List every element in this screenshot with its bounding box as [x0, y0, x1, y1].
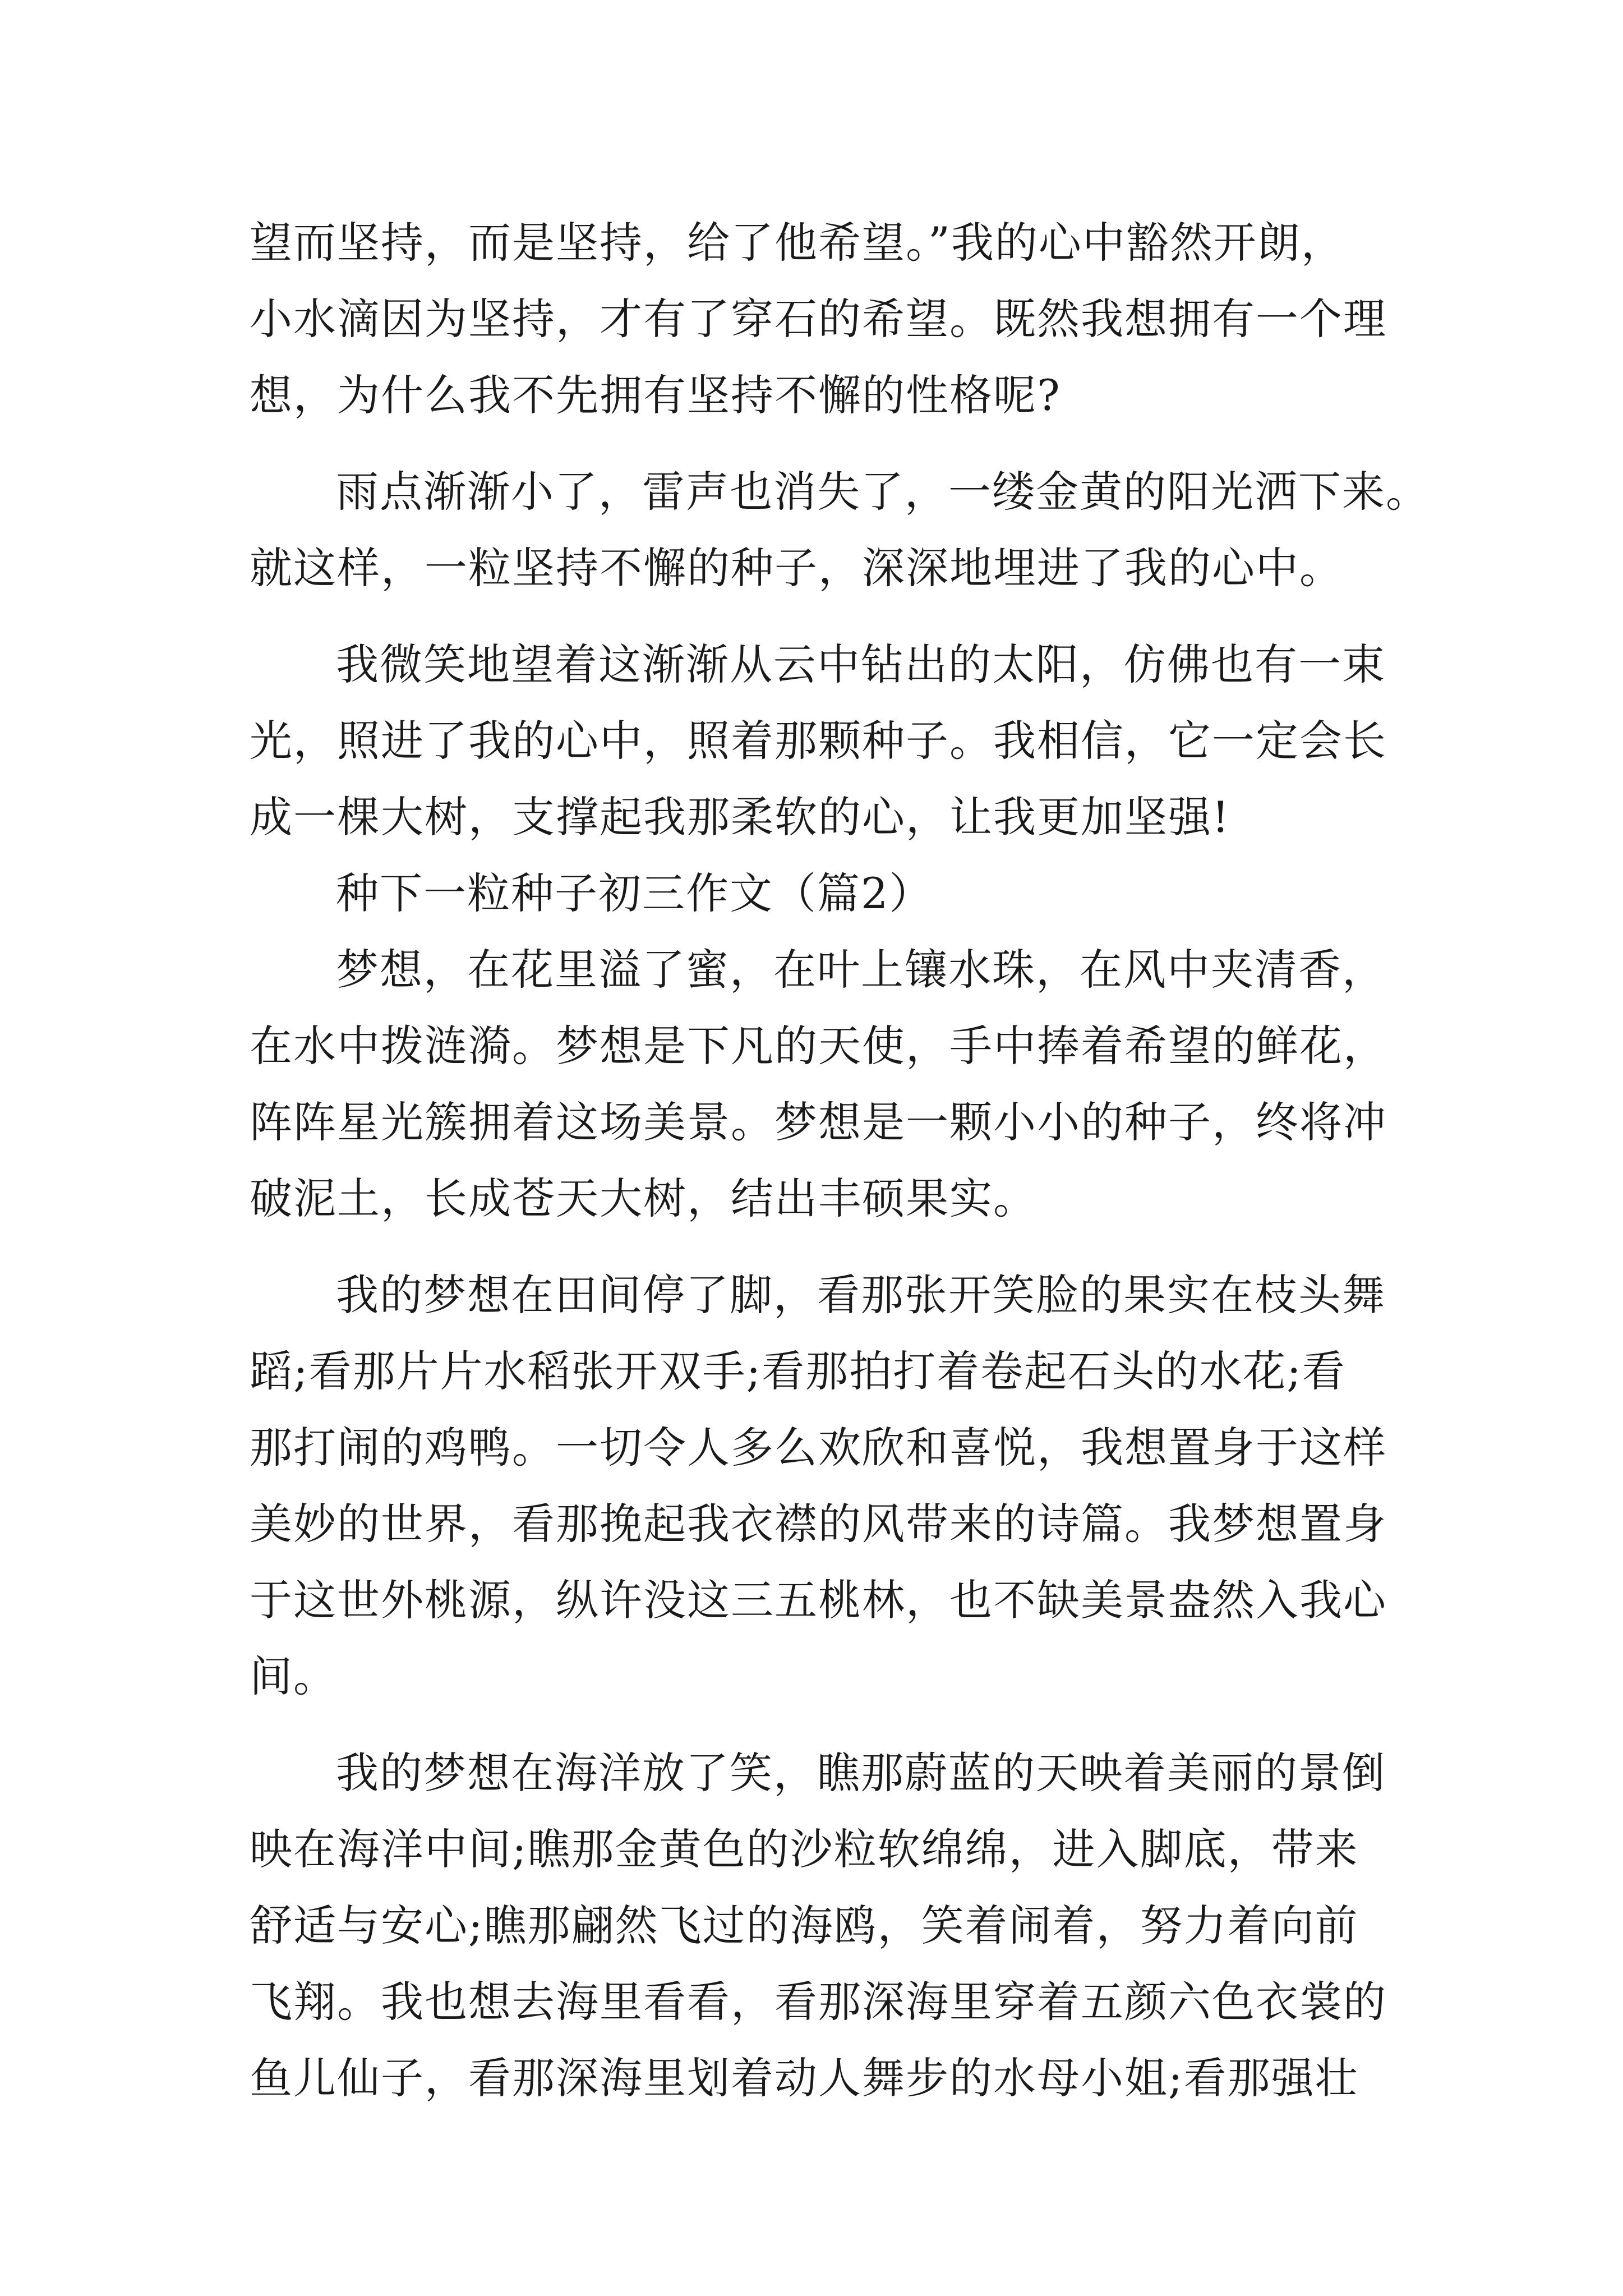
paragraph-start-line: 梦想，在花里溢了蜜，在叶上镶水珠，在风中夹清香， — [336, 945, 1386, 995]
text-line: 飞翔。我也想去海里看看，看那深海里穿着五颜六色衣裳的 — [250, 1977, 1387, 2027]
document-body — [250, 205, 1430, 2116]
text-line: 光，照进了我的心中，照着那颗种子。我相信，它一定会长 — [250, 716, 1387, 766]
text-line: 望而坚持，而是坚持，给了他希望。”我的心中豁然开朗， — [250, 218, 1345, 268]
text-line: 鱼儿仙子，看那深海里划着动人舞步的水母小姐;看那强壮 — [250, 2053, 1359, 2103]
text-line: 美妙的世界，看那挽起我衣襟的风带来的诗篇。我梦想置身 — [250, 1499, 1387, 1549]
text-line: 就这样，一粒坚持不懈的种子，深深地埋进了我的心中。 — [250, 543, 1343, 593]
text-line: 蹈;看那片片水稻张开双手;看那拍打着卷起石头的水花;看 — [250, 1346, 1346, 1396]
text-line: 那打闹的鸡鸭。一切令人多么欢欣和喜悦，我想置身于这样 — [250, 1423, 1387, 1473]
paragraph-start-line: 我的梦想在田间停了脚，看那张开笑脸的果实在枝头舞 — [336, 1270, 1386, 1320]
text-line: 想，为什么我不先拥有坚持不懈的性格呢? — [250, 370, 1061, 420]
text-line: 成一棵大树，支撑起我那柔软的心，让我更加坚强! — [250, 792, 1230, 842]
text-line: 小水滴因为坚持，才有了穿石的希望。既然我想拥有一个理 — [250, 294, 1387, 344]
text-line: 于这世外桃源，纵许没这三五桃林，也不缺美景盎然入我心 — [250, 1575, 1387, 1625]
paragraph-start-line: 雨点渐渐小了，雷声也消失了，一缕金黄的阳光洒下来。 — [336, 467, 1430, 517]
text-line: 映在海洋中间;瞧那金黄色的沙粒软绵绵，进入脚底，带来 — [250, 1824, 1359, 1874]
text-line: 破泥土，长成苍天大树，结出丰硕果实。 — [250, 1174, 1037, 1223]
paragraph-start-line: 我的梦想在海洋放了笑，瞧那蔚蓝的天映着美丽的景倒 — [336, 1748, 1386, 1798]
text-line: 阵阵星光簇拥着这场美景。梦想是一颗小小的种子，终将冲 — [250, 1097, 1387, 1147]
text-line: 间。 — [250, 1651, 337, 1701]
paragraph-start-line: 我微笑地望着这渐渐从云中钻出的太阳，仿佛也有一束 — [336, 639, 1386, 689]
section-heading: 种下一粒种子初三作文（篇2） — [336, 868, 933, 918]
text-line: 舒适与安心;瞧那翩然飞过的海鸥，笑着闹着，努力着向前 — [250, 1901, 1359, 1950]
text-line: 在水中拨涟漪。梦想是下凡的天使，手中捧着希望的鲜花， — [250, 1021, 1387, 1071]
